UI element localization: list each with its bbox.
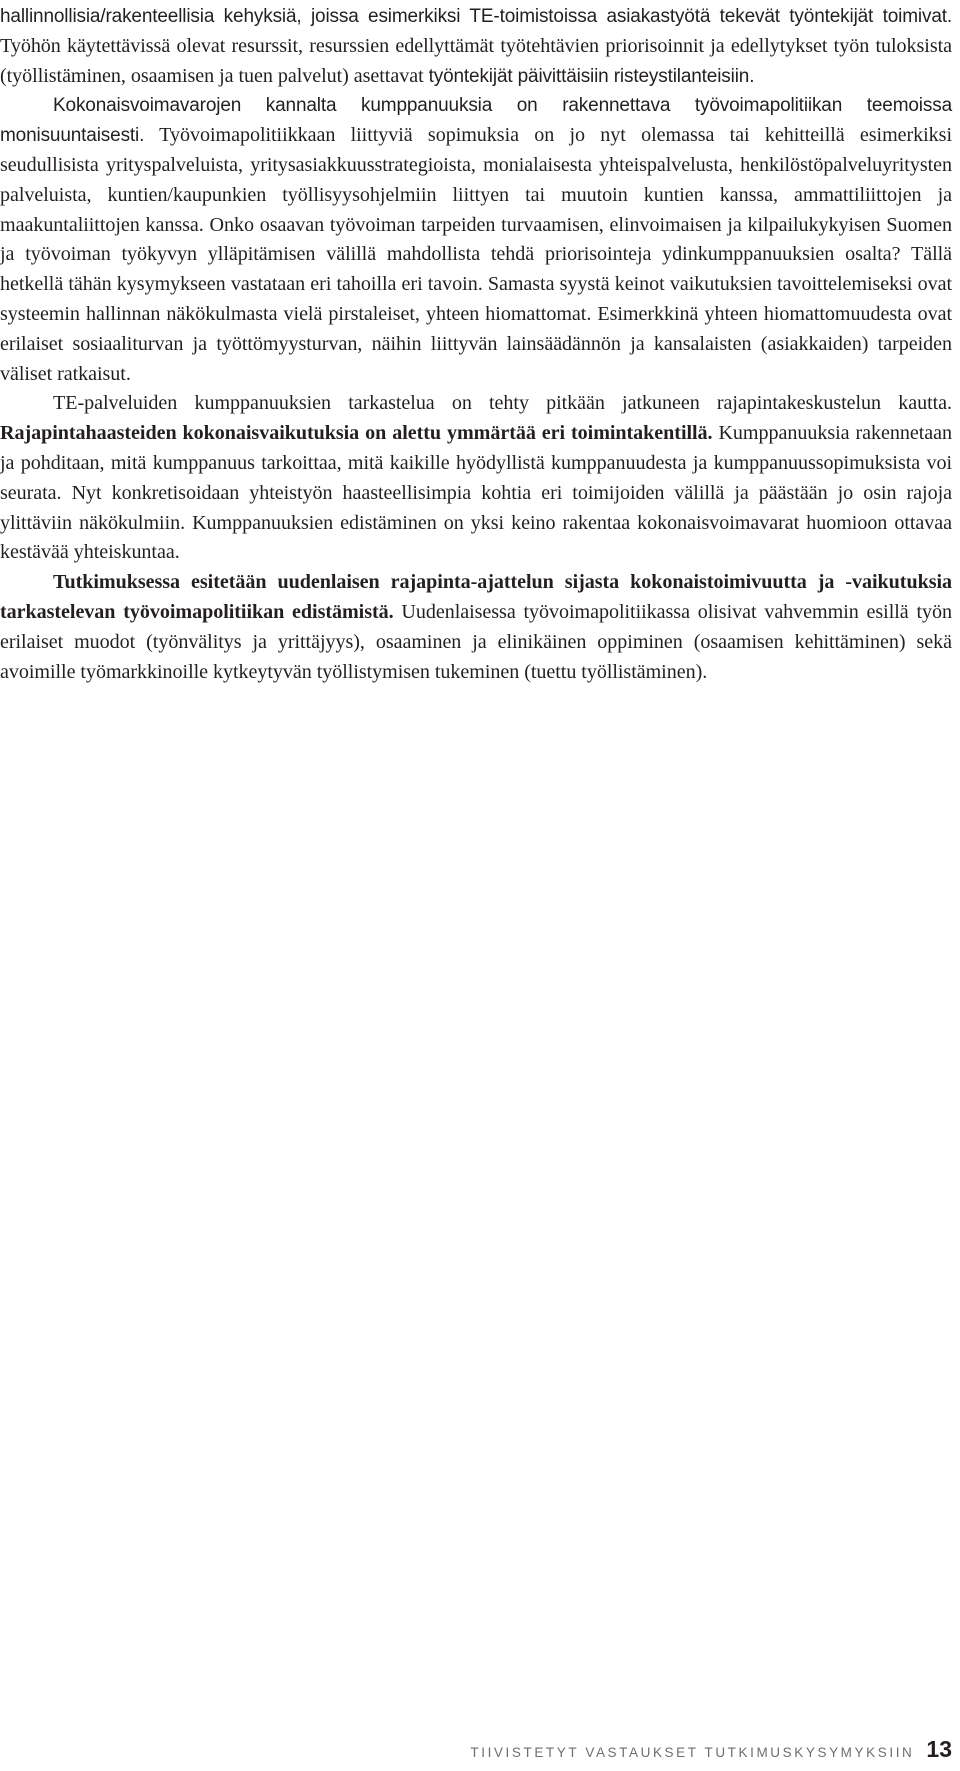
paragraph-2 bbox=[0, 91, 952, 389]
body-text bbox=[0, 2, 952, 687]
paragraph-1-serif-a: Työhön käytettävissä olevat resurssit, resurssien edellyttämät työtehtävien priorisoinnit ja edellytykset työn tuloksista (työllistäminen, osaamisen ja tuen palvelut) asettavat bbox=[0, 34, 952, 87]
paragraph-3 bbox=[0, 389, 952, 568]
page-number: 13 bbox=[926, 1736, 952, 1762]
paragraph-2-sans-a: Kokonaisvoimavarojen kannalta kumppanuuksia on rakennettava työvoimapolitiikan teemoissa monisuuntaisesti. bbox=[0, 95, 952, 147]
paragraph-4-text-a: Uudenlaisessa työvoimapolitiikassa olisivat vahvemmin esillä työn erilaiset muodot (työnvälitys ja yrittäjyys), osaaminen ja elinikäinen oppiminen (osaamisen kehittäminen) sekä avoimille työmarkkinoille kytkeytyvän työllistymisen tukeminen (tuettu työllistäminen). bbox=[0, 600, 952, 683]
paragraph-2-serif-a: Työvoimapolitiikkaan liittyviä sopimuksia on jo nyt olemassa tai kehitteillä esimerkiksi seudullisista yrityspalveluista, yritysasiakkuusstrategioista, monialaisesta yhteispalvelusta, henkilöstöpalveluyritysten palveluista, kuntien/kaupunkien työllisyysohjelmiin liittyen tai muutoin kuntien kanssa, ammattiliittojen ja maakuntaliittojen kanssa. Onko osaavan työvoiman tarpeiden turvaamisen, elinvoimaisen ja kilpailukykyisen Suomen ja työvoiman työkyvyn ylläpitämisen välillä mahdollista tehdä priorisointeja ydinkumppanuuksien osalta? Tällä hetkellä tähän kysymykseen vastataan eri tahoilla eri tavoin. Samasta syystä keinot vaikutuksien tavoittelemiseksi ovat systeemin hallinnan näkökulmasta vielä pirstaleiset, yhteen hiomattomat. Esimerkkinä yhteen hiomattomuudesta ovat erilaiset sosiaaliturvan ja työttömyysturvan, näihin liittyvän lainsäädännön ja kansalaisten (asiakkaiden) tarpeiden väliset ratkaisut. bbox=[0, 124, 952, 385]
page-footer bbox=[470, 1736, 952, 1763]
paragraph-3-text-a: TE-palveluiden kumppanuuksien tarkastelua on tehty pitkään jatkuneen rajapintakeskustelun kautta. bbox=[53, 392, 952, 415]
paragraph-3-bold-a: Rajapintahaasteiden kokonaisvaikutuksia on alettu ymmärtää eri toimintakentillä. bbox=[0, 422, 713, 445]
paragraph-1-sans-b: työntekijät päivittäisiin risteystilanteisiin. bbox=[428, 65, 755, 87]
paragraph-3-text-b: Kumppanuuksia rakennetaan ja pohditaan, mitä kumppanuus tarkoittaa, mitä kaikille hyödyllistä kumppanuudesta ja kumppanuussopimuksista voi seurata. Nyt konkretisoidaan yhteistyön haasteellisimpia kohtia eri toimijoiden välillä ja päästään jo osin rajoja ylittäviin näkökulmiin. Kumppanuuksien edistäminen on yksi keino rakentaa kokonaisvoimavarat huomioon ottavaa kestävää yhteiskuntaa. bbox=[0, 422, 952, 564]
paragraph-1-sans-a: hallinnollisia/rakenteellisia kehyksiä, joissa esimerkiksi TE-toimistoissa asiakastyötä tekevät työntekijät toimivat. bbox=[0, 6, 952, 27]
footer-section-label: TIIVISTETYT VASTAUKSET TUTKIMUSKYSYMYKSIIN bbox=[470, 1745, 915, 1760]
paragraph-4-bold-a: Tutkimuksessa esitetään uudenlaisen rajapinta-ajattelun sijasta kokonaistoimivuutta ja -vaikutuksia tarkastelevan työvoimapolitiikan edistämistä. bbox=[0, 571, 952, 623]
paragraph-4 bbox=[0, 568, 952, 687]
paragraph-1 bbox=[0, 2, 952, 91]
